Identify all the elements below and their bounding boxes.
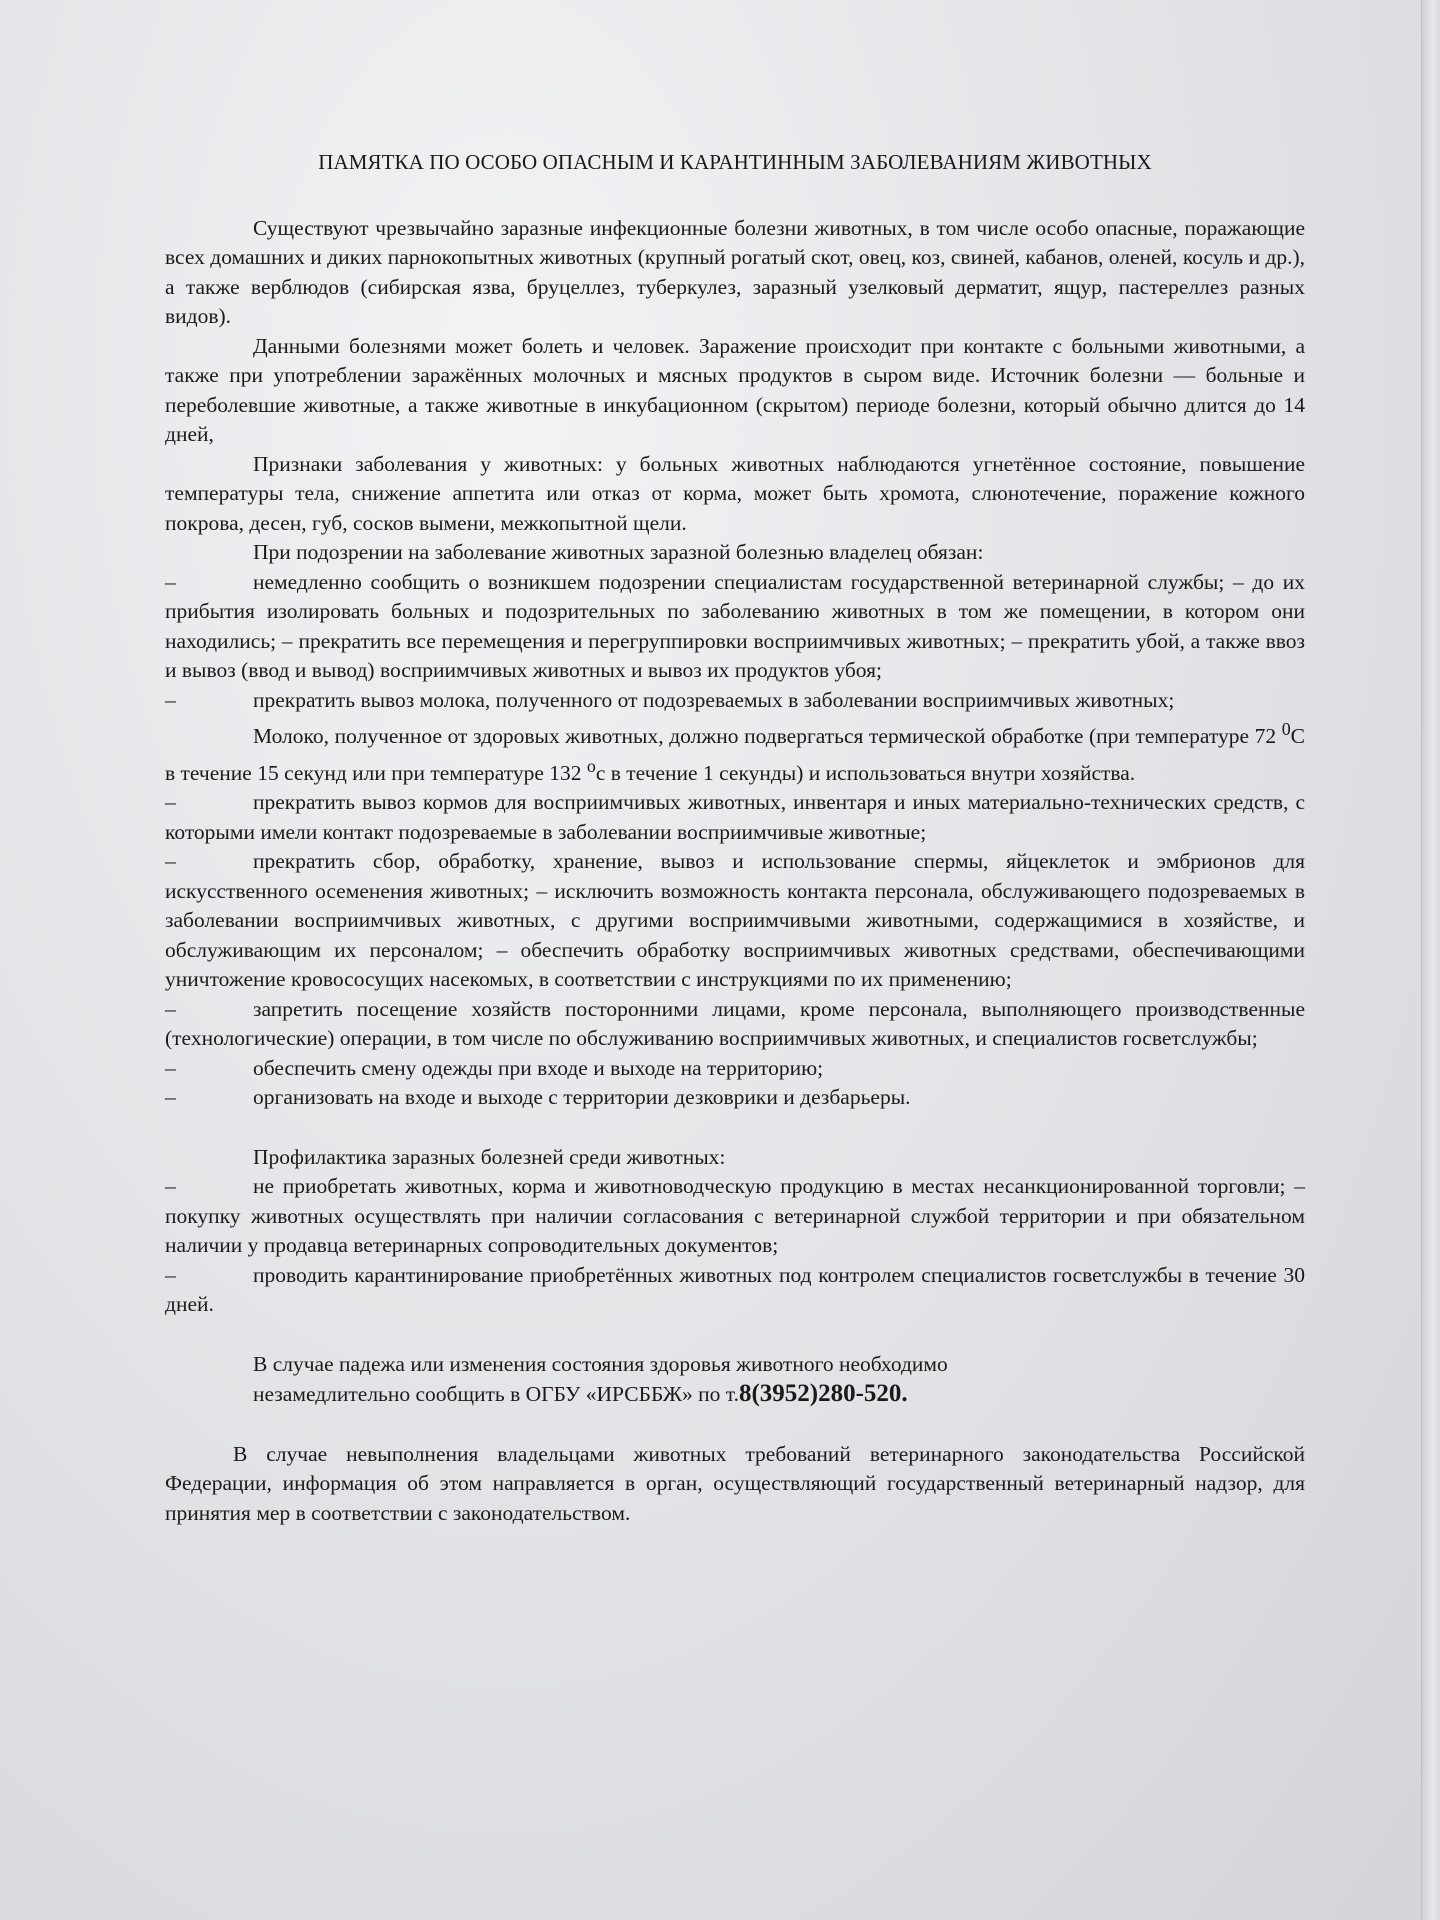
notice-line-2: незамедлительно сообщить в ОГБУ «ИРСББЖ» по т.8(3952)280-520.	[253, 1380, 908, 1408]
dash-marker: –	[165, 790, 176, 815]
paragraph-human-risk: Данными болезнями может болеть и человек. Заражение происходит при контакте с больными животными, а также при употреблении заражённых молочных и мясных продуктов в сыром виде. Источник болезни — больные и переболевшие животные, а также животные в инкубационном (скрытом) периоде болезни, который обычно длится до 14 дней,	[165, 333, 1305, 446]
prevention-text: не приобретать животных, корма и животноводческую продукцию в местах несанкционированной торговли; – покупку животных осуществлять при наличии согласования с ветеринарной службой территории и при обязательном наличии у продавца ветеринарных сопроводительных документов;	[165, 1174, 1305, 1258]
paragraph-symptoms: Признаки заболевания у животных: у больных животных наблюдаются угнетённое состояние, повышение температуры тела, снижение аппетита или отказ от корма, может быть хромота, слюнотечение, поражение кожного покрова, десен, губ, сосков вымени, межкопытной щели.	[165, 451, 1305, 535]
spacer	[165, 1113, 1305, 1143]
obligation-text: прекратить вывоз кормов для восприимчивых животных, инвентаря и иных материально-технических средств, с которыми имели контакт подозреваемые в заболевании восприимчивые животные;	[165, 790, 1305, 844]
dash-marker: –	[165, 1085, 176, 1110]
prevention-item	[165, 1261, 1305, 1320]
obligation-item	[165, 1083, 1305, 1113]
dash-marker: –	[165, 687, 176, 712]
degree-mark: 0	[1281, 719, 1291, 739]
final-paragraph: В случае невыполнения владельцами животных требований ветеринарного законодательства Российской Федерации, информация об этом направляется в орган, осуществляющий государственный ветеринарный надзор, для принятия мер в соответствии с законодательством.	[165, 1441, 1305, 1525]
prevention-text: проводить карантинирование приобретённых животных под контролем специалистов госветслужбы в течение 30 дней.	[165, 1262, 1305, 1317]
obligation-item	[165, 568, 1305, 686]
obligation-item	[165, 847, 1305, 995]
prevention-item	[165, 1172, 1305, 1261]
notice-line-1: В случае падежа или изменения состояния здоровья животного необходимо	[253, 1351, 948, 1376]
obligation-text: прекратить сбор, обработку, хранение, вывоз и использование спермы, яйцеклеток и эмбрионов для искусственного осеменения животных; – исключить возможность контакта персонала, обслуживающего подозреваемых в заболевании восприимчивых животных, с другими восприимчивыми животными, содержащимися в хозяйстве, и обслуживающим их персоналом; – обеспечить обработку восприимчивых животных средствами, обеспечивающими уничтожение кровососущих насекомых, в соответствии с инструкциями по их применению;	[165, 849, 1305, 992]
prevention-heading: Профилактика заразных болезней среди животных:	[253, 1144, 726, 1169]
obligation-item	[165, 788, 1305, 847]
obligation-item	[165, 995, 1305, 1054]
spacer	[165, 1320, 1305, 1350]
obligation-item	[165, 686, 1305, 716]
page-edge	[1421, 0, 1440, 1920]
spacer	[165, 1410, 1305, 1440]
dash-marker: –	[165, 569, 176, 594]
dash-marker: –	[165, 849, 176, 874]
contact-phone: 8(3952)280-520.	[738, 1380, 908, 1408]
paragraph-diseases: Существуют чрезвычайно заразные инфекционные болезни животных, в том числе особо опасные, поражающие всех домашних и диких парнокопытных животных (крупный рогатый скот, овец, коз, свиней, кабанов, оленей, косуль и др.), а также верблюдов (сибирская язва, бруцеллез, туберкулез, заразный узелковый дерматит, ящур, пастереллез разных видов).	[165, 215, 1305, 328]
dash-marker: –	[165, 996, 176, 1021]
obligation-text: обеспечить смену одежды при входе и выходе на территорию;	[253, 1055, 824, 1080]
obligation-text: организовать на входе и выходе с территории дезковрики и дезбарьеры.	[253, 1085, 911, 1110]
obligation-text: прекратить вывоз молока, полученного от подозреваемых в заболевании восприимчивых животных;	[253, 687, 1175, 712]
dash-marker: –	[165, 1262, 176, 1287]
obligation-item	[165, 1054, 1305, 1084]
dash-marker: –	[165, 1174, 176, 1199]
memo-content	[165, 148, 1305, 1528]
memo-title: ПАМЯТКА ПО ОСОБО ОПАСНЫМ И КАРАНТИННЫМ ЗАБОЛЕВАНИЯМ ЖИВОТНЫХ	[318, 150, 1152, 174]
milk-note: Молоко, полученное от здоровых животных, должно подвергаться термической обработке (при температуре 72 $^0$С в течение 15 секунд или при температуре 132 $^о$с в течение 1 секунды) и использоваться внутри хозяйства.	[165, 719, 1306, 785]
degree-mark: о	[586, 755, 596, 776]
obligation-text: немедленно сообщить о возникшем подозрении специалистам государственной ветеринарной службы; – до их прибытия изолировать больных и подозрительных по заболеванию животных в том же помещении, в котором они находились; – прекратить все перемещения и перегруппировки восприимчивых животных; – прекратить убой, а также ввоз и вывоз (ввод и вывод) восприимчивых животных и вывоз их продуктов убоя;	[165, 569, 1305, 682]
obligation-text: запретить посещение хозяйств посторонними лицами, кроме персонала, выполняющего производственные (технологические) операции, в том числе по обслуживанию восприимчивых животных, и специалистов госветслужбы;	[165, 996, 1305, 1051]
dash-marker: –	[165, 1055, 176, 1080]
paragraph-owner-duties: При подозрении на заболевание животных заразной болезнью владелец обязан:	[253, 540, 984, 564]
